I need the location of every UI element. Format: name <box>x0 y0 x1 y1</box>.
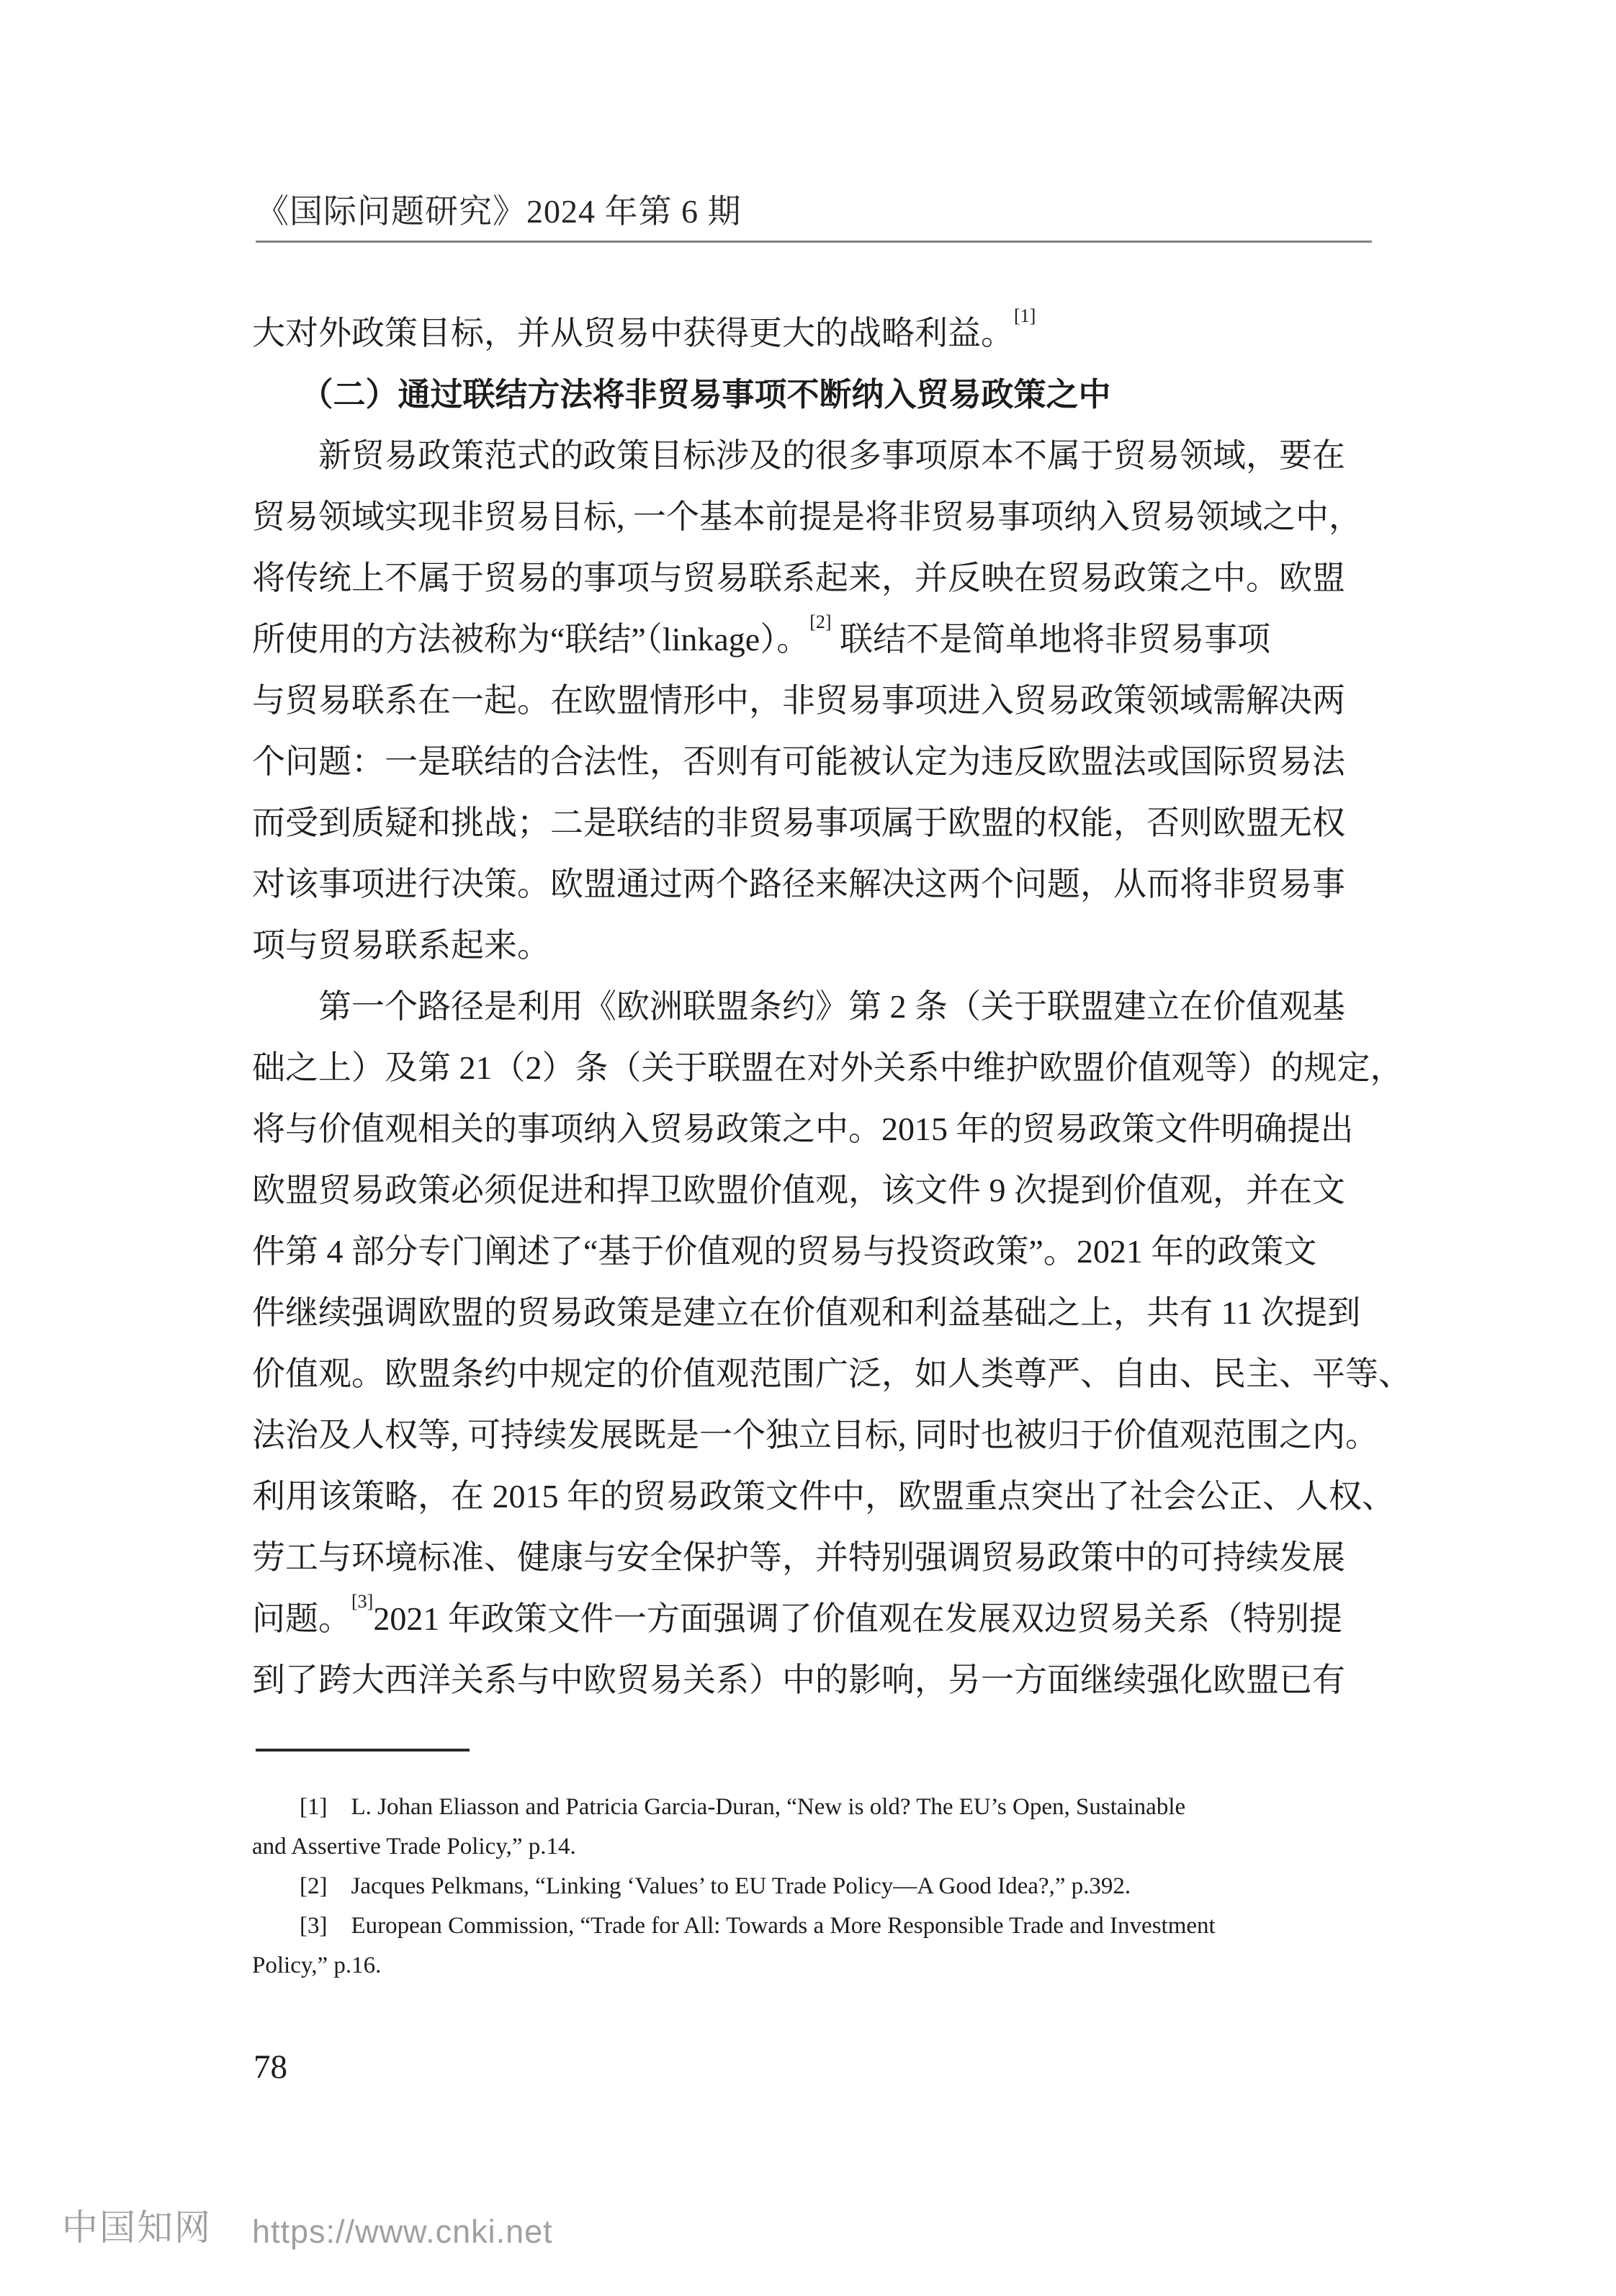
footnote-line: and Assertive Trade Policy,” p.14. <box>252 1834 576 1860</box>
body-line: 第一个路径是利用《欧洲联盟条约》第 2 条（关于联盟建立在价值观基 <box>252 988 1345 1025</box>
footnote-line: [2] Jacques Pelkmans, “Linking ‘Values’ to EU Trade Policy—A Good Idea?,” p.392. <box>252 1873 1131 1899</box>
body-line: 价值观。欧盟条约中规定的价值观范围广泛，如人类尊严、自由、民主、平等、 <box>252 1355 1411 1392</box>
body-line: 法治及人权等, 可持续发展既是一个独立目标, 同时也被归于价值观范围之内。 <box>252 1417 1378 1453</box>
body-line: 础之上）及第 21（2）条（关于联盟在对外关系中维护欧盟价值观等）的规定， <box>252 1049 1404 1086</box>
body-line: 件继续强调欧盟的贸易政策是建立在价值观和利益基础之上，共有 11 次提到 <box>252 1294 1361 1331</box>
body-line: 欧盟贸易政策必须促进和捍卫欧盟价值观，该文件 9 次提到价值观，并在文 <box>252 1172 1345 1208</box>
footnote-separator <box>256 1749 470 1752</box>
body-line: 将传统上不属于贸易的事项与贸易联系起来，并反映在贸易政策之中。欧盟 <box>252 560 1345 596</box>
footnote-ref: [1] <box>1014 305 1036 327</box>
header-rule <box>256 241 1372 243</box>
body-line: 问题。[3]2021 年政策文件一方面强调了价值观在发展双边贸易关系（特别提 <box>252 1591 1342 1637</box>
section-heading: （二）通过联结方法将非贸易事项不断纳入贸易政策之中 <box>252 376 1111 413</box>
cnki-watermark-url: https://www.cnki.net <box>252 2213 553 2250</box>
body-line: 新贸易政策范式的政策目标涉及的很多事项原本不属于贸易领域，要在 <box>252 437 1345 474</box>
article-body <box>252 302 1411 1710</box>
body-line: 与贸易联系在一起。在欧盟情形中，非贸易事项进入贸易政策领域需解决两 <box>252 682 1345 719</box>
body-line: 劳工与环境标准、健康与安全保护等，并特别强调贸易政策中的可持续发展 <box>252 1539 1345 1576</box>
body-line: 贸易领域实现非贸易目标, 一个基本前提是将非贸易事项纳入贸易领域之中， <box>252 498 1362 535</box>
footnote-line: [3] European Commission, “Trade for All: Towards a More Responsible Trade and Investment <box>252 1913 1216 1939</box>
body-line: 项与贸易联系起来。 <box>252 927 550 964</box>
body-line: 利用该策略，在 2015 年的贸易政策文件中，欧盟重点突出了社会公正、人权、 <box>252 1478 1395 1515</box>
body-line: 大对外政策目标，并从贸易中获得更大的战略利益。[1] <box>252 305 1036 351</box>
footnotes <box>252 1788 1404 1986</box>
body-line: 件第 4 部分专门阐述了“基于价值观的贸易与投资政策”。2021 年的政策文 <box>252 1233 1317 1270</box>
body-line: 所使用的方法被称为“联结”（linkage）。[2] 联结不是简单地将非贸易事项 <box>252 611 1271 658</box>
body-line: 将与价值观相关的事项纳入贸易政策之中。2015 年的贸易政策文件明确提出 <box>252 1111 1354 1147</box>
body-line: 到了跨大西洋关系与中欧贸易关系）中的影响，另一方面继续强化欧盟已有 <box>252 1662 1345 1698</box>
cnki-watermark-text: 中国知网 <box>62 2207 212 2248</box>
footnote-ref: [3] <box>351 1591 374 1613</box>
footnote-ref: [2] <box>809 611 832 633</box>
journal-header: 《国际问题研究》2024 年第 6 期 <box>256 193 742 230</box>
body-line: 对该事项进行决策。欧盟通过两个路径来解决这两个问题，从而将非贸易事 <box>252 866 1345 902</box>
footnote-line: [1] L. Johan Eliasson and Patricia Garcia-Duran, “New is old? The EU’s Open, Sustainable <box>252 1794 1186 1820</box>
page-number: 78 <box>253 2048 287 2086</box>
body-line: 个问题：一是联结的合法性，否则有可能被认定为违反欧盟法或国际贸易法 <box>252 743 1345 780</box>
body-line: 而受到质疑和挑战；二是联结的非贸易事项属于欧盟的权能，否则欧盟无权 <box>252 804 1345 841</box>
footnote-line: Policy,” p.16. <box>252 1952 382 1978</box>
